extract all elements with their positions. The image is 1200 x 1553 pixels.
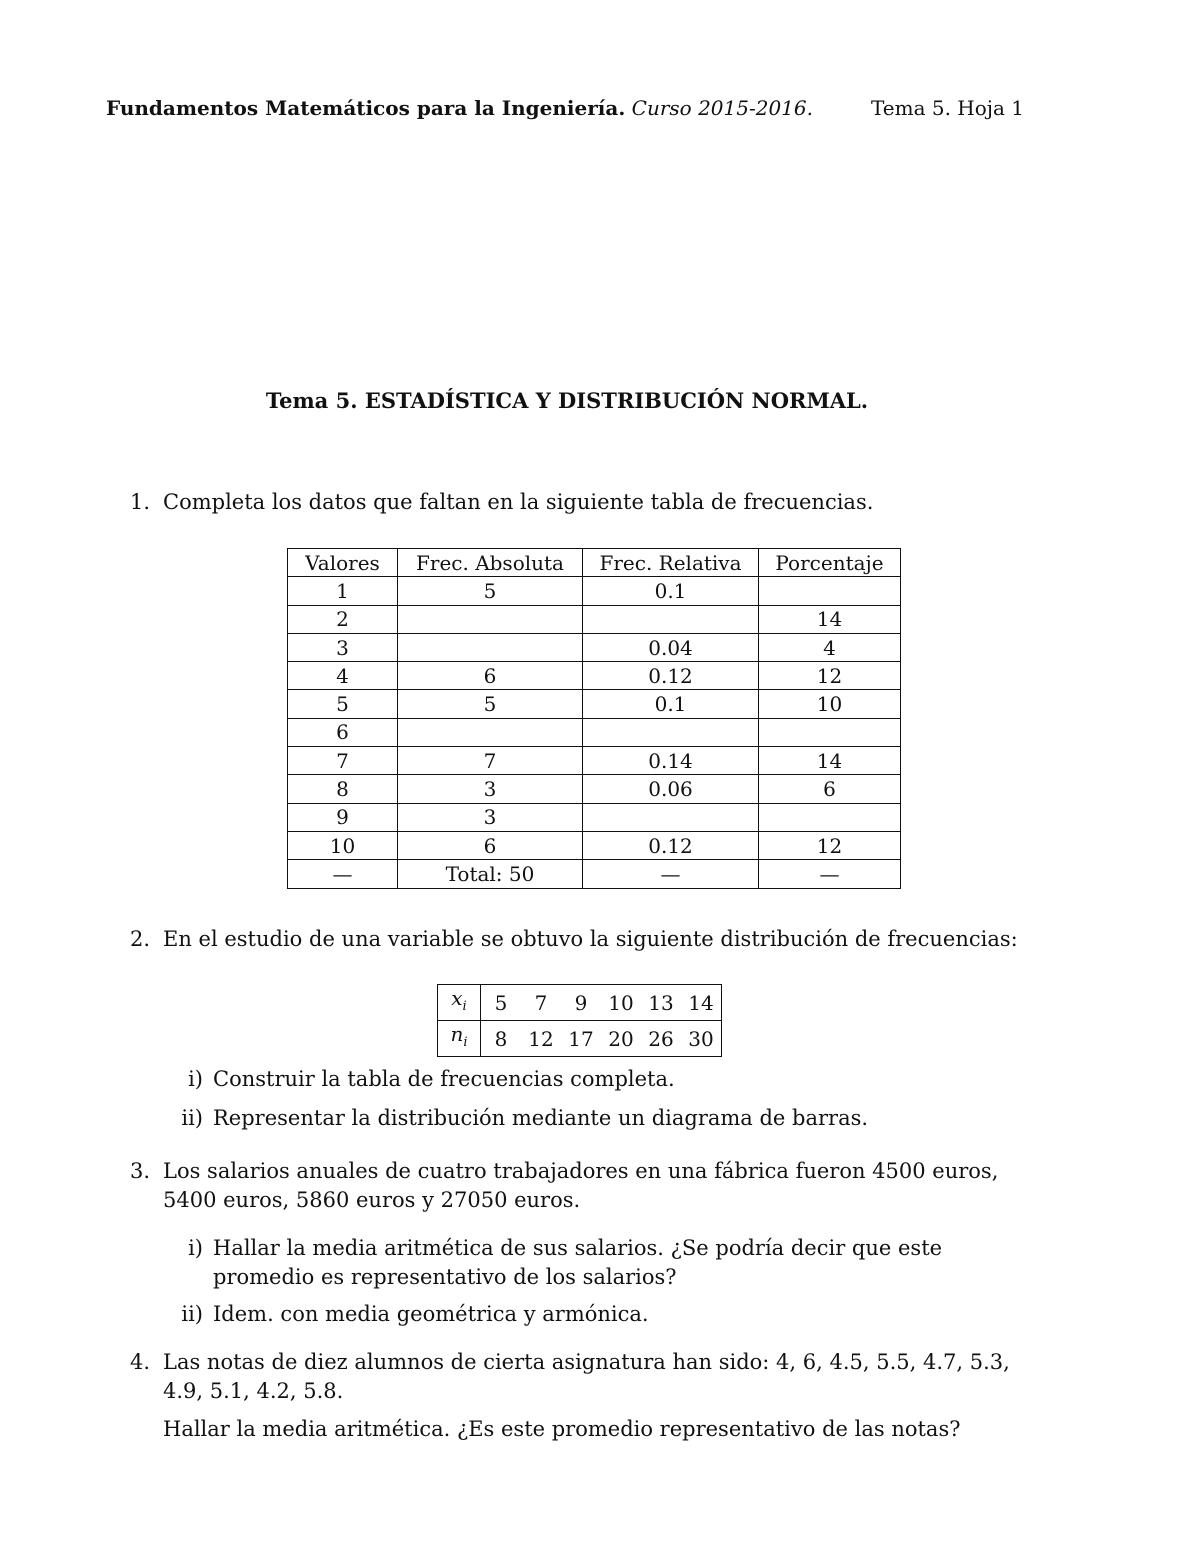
table-header-cell: Porcentaje — [759, 549, 901, 577]
subitem-label: i) — [188, 1236, 203, 1260]
table-cell: 10 — [759, 690, 901, 718]
table-cell: 2 — [288, 605, 398, 633]
dist-cell: 26 — [641, 1021, 681, 1057]
table-cell: 8 — [288, 775, 398, 803]
table-cell: 0.04 — [583, 633, 759, 661]
dist-row-x — [438, 985, 722, 1021]
subitem-label: i) — [188, 1067, 203, 1091]
problem-text: Los salarios anuales de cuatro trabajadores en una fábrica fueron 4500 euros, 5400 euros, 5860 euros y 27050 euros. — [163, 1159, 999, 1212]
variable-subscript: i — [463, 1035, 468, 1050]
subitem-label: ii) — [181, 1302, 203, 1326]
dist-cell: 13 — [641, 985, 681, 1021]
table-header-row — [288, 549, 901, 577]
subitem-text: Idem. con media geométrica y armónica. — [213, 1302, 649, 1326]
dist-cell: 9 — [561, 985, 601, 1021]
table-cell: 14 — [759, 605, 901, 633]
problem-number: 2. — [130, 927, 151, 951]
table-cell: 9 — [288, 803, 398, 831]
dist-row-label — [438, 985, 481, 1021]
header-course — [106, 96, 813, 120]
table-cell: Total: 50 — [398, 860, 583, 888]
table-cell: 6 — [398, 662, 583, 690]
table-cell: 4 — [759, 633, 901, 661]
frequency-table — [287, 548, 901, 889]
table-cell: 0.12 — [583, 831, 759, 859]
page-title: Tema 5. ESTADÍSTICA Y DISTRIBUCIÓN NORMAL. — [265, 388, 869, 413]
problem-number: 4. — [130, 1350, 151, 1374]
table-row — [288, 718, 901, 746]
problem-text-2: Hallar la media aritmética. ¿Es este promedio representativo de las notas? — [163, 1417, 961, 1441]
table-cell: 0.14 — [583, 747, 759, 775]
table-row — [288, 860, 901, 888]
dist-cell: 30 — [681, 1021, 722, 1057]
subitem-text: Representar la distribución mediante un diagrama de barras. — [213, 1106, 869, 1130]
variable-symbol: x — [451, 986, 463, 1010]
table-cell: 14 — [759, 747, 901, 775]
dist-cell: 12 — [521, 1021, 561, 1057]
table-cell: 6 — [288, 718, 398, 746]
subitem-text: Construir la tabla de frecuencias completa. — [213, 1067, 675, 1091]
table-cell: 10 — [288, 831, 398, 859]
problem-number: 1. — [130, 490, 151, 514]
dist-cell: 8 — [481, 1021, 522, 1057]
table-cell: 0.1 — [583, 690, 759, 718]
table-cell: 1 — [288, 577, 398, 605]
table-cell: 7 — [398, 747, 583, 775]
table-row — [288, 803, 901, 831]
table-row — [288, 747, 901, 775]
distribution-table — [437, 984, 722, 1057]
problem-text: En el estudio de una variable se obtuvo la siguiente distribución de frecuencias: — [163, 927, 1018, 951]
table-cell: 0.1 — [583, 577, 759, 605]
table-cell: 5 — [398, 577, 583, 605]
table-header-cell: Valores — [288, 549, 398, 577]
table-cell: 12 — [759, 831, 901, 859]
table-cell: 12 — [759, 662, 901, 690]
problem-number: 3. — [130, 1159, 151, 1183]
table-cell: 3 — [288, 633, 398, 661]
table-cell: — — [759, 860, 901, 888]
table-row — [288, 831, 901, 859]
table-row — [288, 775, 901, 803]
table-cell: 0.06 — [583, 775, 759, 803]
header-year: Curso 2015-2016. — [631, 96, 813, 120]
table-cell — [398, 605, 583, 633]
table-row — [288, 662, 901, 690]
table-cell: — — [583, 860, 759, 888]
table-cell — [398, 633, 583, 661]
table-cell — [398, 718, 583, 746]
table-row — [288, 605, 901, 633]
table-cell — [583, 803, 759, 831]
table-cell: 4 — [288, 662, 398, 690]
table-cell: 7 — [288, 747, 398, 775]
table-cell: 6 — [759, 775, 901, 803]
table-cell — [759, 577, 901, 605]
table-header-cell: Frec. Absoluta — [398, 549, 583, 577]
header-sheet: Tema 5. Hoja 1 — [871, 96, 1024, 120]
table-cell — [583, 718, 759, 746]
dist-cell: 5 — [481, 985, 522, 1021]
dist-cell: 7 — [521, 985, 561, 1021]
table-cell — [759, 718, 901, 746]
subitem-text: Hallar la media aritmética de sus salarios. ¿Se podría decir que este promedio es representativo de los salarios? — [213, 1236, 943, 1289]
problem-text: Completa los datos que faltan en la siguiente tabla de frecuencias. — [163, 490, 874, 514]
table-cell: 3 — [398, 775, 583, 803]
table-header-cell: Frec. Relativa — [583, 549, 759, 577]
header-course-name: Fundamentos Matemáticos para la Ingeniería. — [106, 96, 626, 120]
table-row — [288, 690, 901, 718]
table-row — [288, 577, 901, 605]
table-cell — [583, 605, 759, 633]
dist-cell: 17 — [561, 1021, 601, 1057]
table-cell: 6 — [398, 831, 583, 859]
table-cell: — — [288, 860, 398, 888]
table-cell: 5 — [288, 690, 398, 718]
dist-cell: 20 — [601, 1021, 641, 1057]
table-cell: 5 — [398, 690, 583, 718]
dist-row-label — [438, 1021, 481, 1057]
subitem-label: ii) — [181, 1106, 203, 1130]
table-cell: 3 — [398, 803, 583, 831]
dist-cell: 10 — [601, 985, 641, 1021]
table-cell: 0.12 — [583, 662, 759, 690]
table-row — [288, 633, 901, 661]
dist-row-n — [438, 1021, 722, 1057]
variable-subscript: i — [462, 999, 467, 1014]
problem-text: Las notas de diez alumnos de cierta asignatura han sido: 4, 6, 4.5, 5.5, 4.7, 5.3, 4.9, 5.1, 4.2, 5.8. — [163, 1350, 1010, 1403]
dist-cell: 14 — [681, 985, 722, 1021]
table-cell — [759, 803, 901, 831]
variable-symbol: n — [450, 1022, 464, 1046]
